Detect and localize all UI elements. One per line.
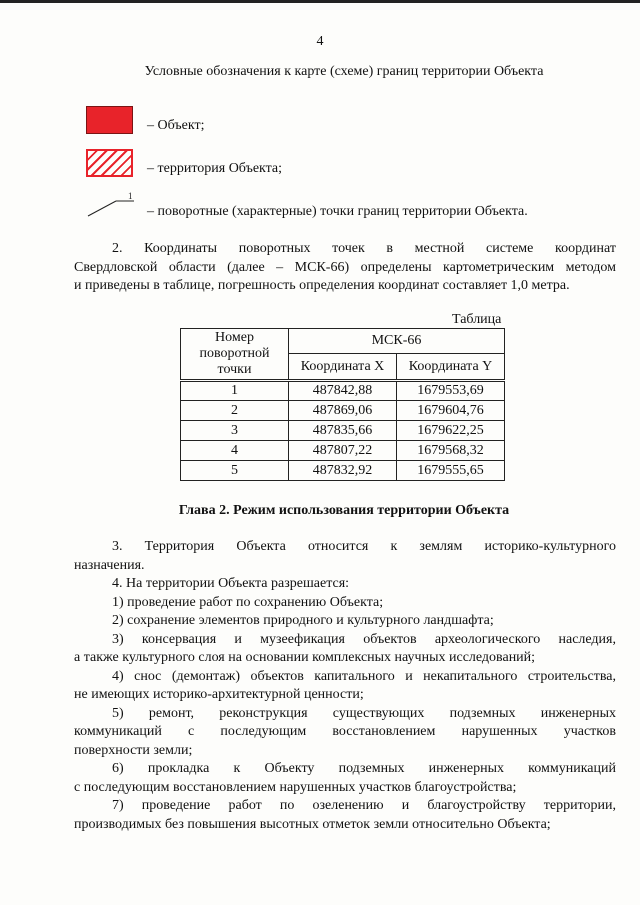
text-line: поверхности земли; [74,742,193,758]
cell-x: 487835,66 [289,421,397,441]
header-point-number: Номер поворотной точки [181,329,289,381]
table-row [181,381,505,401]
paragraph-coordinates [74,240,616,296]
text-line: и приведены в таблице, погрешность определения координат составляет 1,0 метра. [74,278,570,293]
legend-item-label: – Объект; [147,118,205,133]
table-row [181,421,505,441]
legend-item-label: – поворотные (характерные) точки границ территории Объекта. [147,204,528,219]
cell-y: 1679622,25 [397,421,505,441]
legend-item-label: – территория Объекта; [147,161,283,176]
text-line: 3. Территория Объекта относится к землям историко-культурного [112,539,616,554]
territory-hatch-icon [86,149,133,177]
text-line: 2. Координаты поворотных точек в местной системе координат [112,241,616,256]
text-line: 4) снос (демонтаж) объектов капитального и некапитального строительства, [112,668,616,684]
cell-x: 487869,06 [289,401,397,421]
turning-point-number: 1 [128,192,133,201]
table-row [181,441,505,461]
cell-point: 2 [181,401,289,421]
cell-y: 1679604,76 [397,401,505,421]
turning-point-icon [86,192,136,222]
cell-point: 4 [181,441,289,461]
text-line: Свердловской области (далее – МСК-66) определены картометрическим методом [74,259,616,275]
text-line: 4. На территории Объекта разрешается: [112,576,350,591]
cell-x: 487807,22 [289,441,397,461]
cell-point: 5 [181,461,289,481]
header-msk66: МСК-66 [289,329,505,354]
text-line: с последующим восстановлением нарушенных участков благоустройства; [74,779,517,795]
cell-y: 1679555,65 [397,461,505,481]
cell-x: 487842,88 [289,381,397,401]
text-line: 5) ремонт, реконструкция существующих подземных инженерных [112,705,616,721]
cell-x: 487832,92 [289,461,397,481]
header-coord-x: Координата X [289,354,397,381]
text-line: 3) консервация и музеефикация объектов археологического наследия, [112,631,616,647]
cell-y: 1679553,69 [397,381,505,401]
table-row [181,461,505,481]
text-line: коммуникаций с последующим восстановлением нарушенных участков [74,724,616,739]
cell-y: 1679568,32 [397,441,505,461]
object-swatch-icon [86,106,133,134]
chapter-title: Глава 2. Режим использования территории Объекта [178,503,510,518]
table-row [181,401,505,421]
scan-edge [0,0,640,3]
cell-point: 3 [181,421,289,441]
text-line: а также культурного слоя на основании комплексных научных исследований; [74,650,536,665]
text-line: 7) проведение работ по озеленению и благоустройству территории, [112,798,616,813]
text-line: не имеющих историко-архитектурной ценности; [74,687,364,702]
page-number: 4 [316,34,324,49]
header-coord-y: Координата Y [397,354,505,381]
text-line: производимых без повышения высотных отметок земли относительно Объекта; [74,816,551,832]
cell-point: 1 [181,381,289,401]
text-line: назначения. [74,557,145,573]
text-line: 2) сохранение элементов природного и культурного ландшафта; [112,613,494,628]
table-caption: Таблица [452,312,502,327]
coordinates-table [180,328,505,481]
legend-title: Условные обозначения к карте (схеме) границ территории Объекта [144,64,544,79]
text-line: 6) прокладка к Объекту подземных инженерных коммуникаций [112,761,616,776]
text-line: 1) проведение работ по сохранению Объекта; [112,594,384,610]
